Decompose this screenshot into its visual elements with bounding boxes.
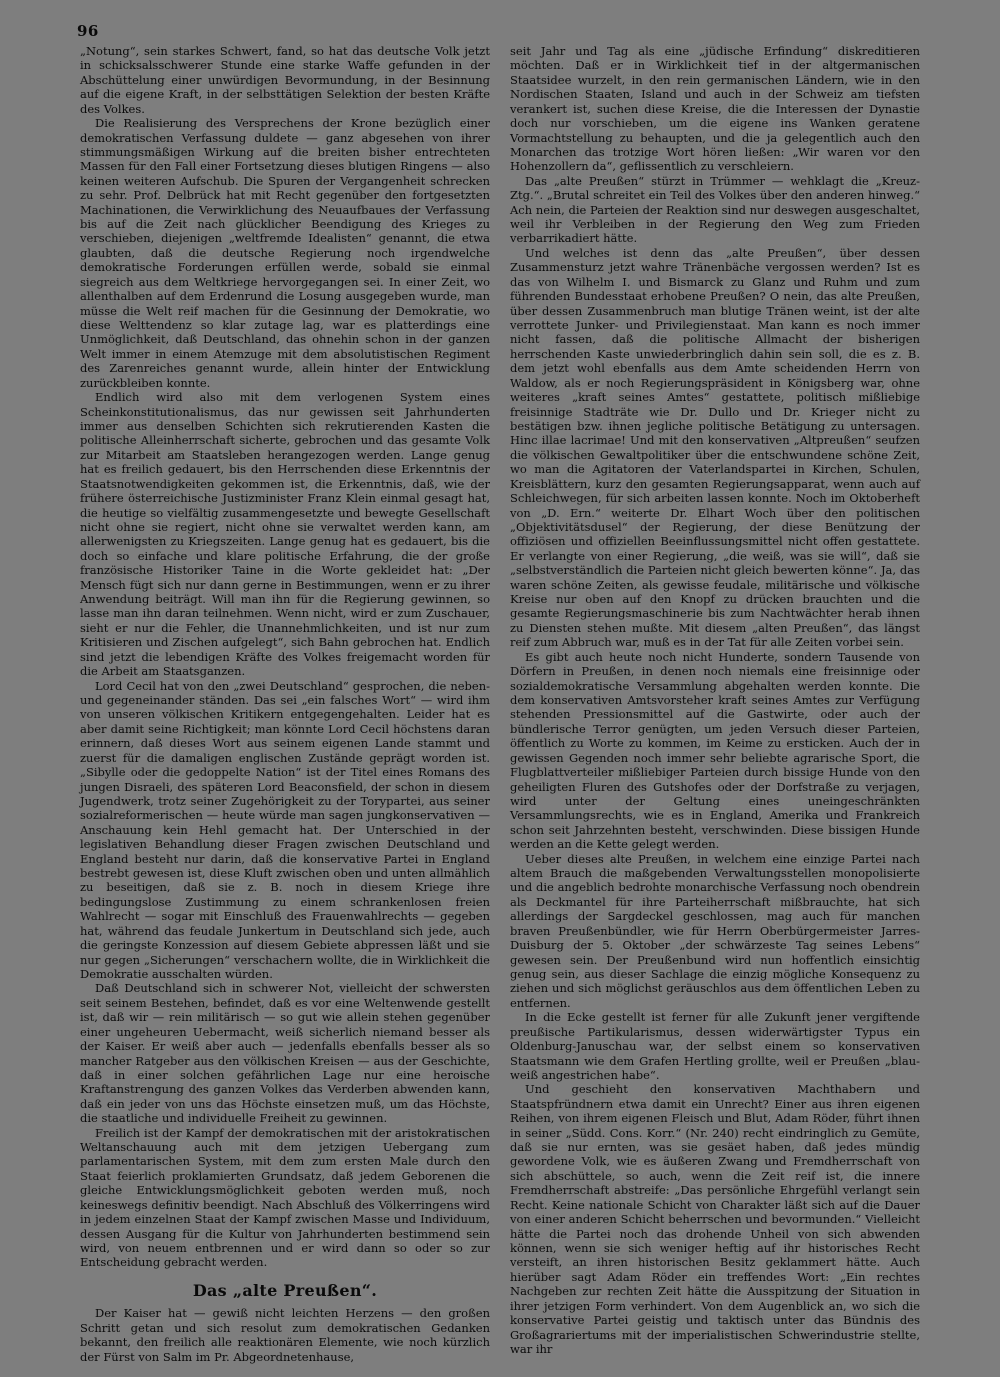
left-text-column	[80, 44, 490, 1364]
paragraph: Es gibt auch heute noch nicht Hunderte, sondern Tausende von Dörfern in Preußen, in denen noch niemals eine freisinnige oder sozialdemokratische Versammlung abgehalten werden konnte. Die dem konservativen Amtsvorsteher kraft seines Amtes zur Verfügung stehenden Pressionsmittel auf die Gastwirte, oder auch der bündlerische Terror genügten, um jeden Versuch dieser Parteien, öffentlich zu Worte zu kommen, im Keime zu ersticken. Auch der in gewissen Gegenden noch immer sehr beliebte agrarische Sport, die Flugblattverteiler mißliebiger Parteien durch bissige Hunde von den geheiligten Fluren des Gutshofes oder der Dorfstraße zu verjagen, wird unter der Geltung eines uneingeschränkten Versammlungsrechts, wie es in England, Amerika und Frankreich schon seit Jahrzehnten besteht, verschwinden. Diese bissigen Hunde werden an die Kette gelegt werden.	[510, 649, 920, 852]
paragraph: Ueber dieses alte Preußen, in welchem eine einzige Partei nach altem Brauch die maßgebenden Verwaltungsstellen monopolisierte und die angeblich bedrohte monarchische Verfassung noch obendrein als Deckmantel für ihre Parteiherrschaft mißbrauchte, hat sich allerdings der Sargdeckel geschlossen, mag auch für manchen braven Preußenbündler, wie für Herrn Oberbürgermeister Jarres-Duisburg der 5. Oktober „der schwärzeste Tag seines Lebens“ gewesen sein. Der Preußenbund wird nun hoffentlich einsichtig genug sein, aus dieser Sachlage die einzig mögliche Konsequenz zu ziehen und sich möglichst geräuschlos aus dem öffentlichen Leben zu entfernen.	[510, 851, 920, 1010]
paragraph: In die Ecke gestellt ist ferner für alle Zukunft jener vergiftende preußische Partikularismus, dessen widerwärtigster Typus ein Oldenburg-Januschau war, der selbst einem so konservativen Staatsmann wie dem Grafen Hertling grollte, weil er Preußen „blau-weiß angestrichen habe“.	[510, 1010, 920, 1082]
paragraph: Und geschieht den konservativen Machthabern und Staatspfründnern etwa damit ein Unrecht? Einer aus ihren eigenen Reihen, von ihrem eigenen Fleisch und Blut, Adam Röder, führt ihnen in seiner „Südd. Cons. Korr.“ (Nr. 240) recht eindringlich zu Gemüte, daß sie nur ernten, was sie gesäet haben, daß jedes mündig gewordene Volk, wie es äußeren Zwang und Fremdherrschaft von sich abschüttele, so auch, wenn die Zeit reif ist, die innere Fremdherrschaft abstreife: „Das persönliche Ehrgefühl verlangt sein Recht. Keine nationale Schicht von Charakter läßt sich auf die Dauer von einer anderen Schicht beherrschen und bevormunden.“ Vielleicht hätte die Partei noch das drohende Unheil von sich abwenden können, wenn sie sich weniger heftig auf ihr historisches Recht versteift, an ihren historischen Besitz geklammert hätte. Auch hierüber sagt Adam Röder ein treffendes Wort: „Ein rechtes Nachgeben zur rechten Zeit hätte die Ausspitzung der Situation in ihrer jetzigen Form verhindert. Von dem Augenblick an, wo sich die konservative Partei geistig und taktisch unter das Bündnis des Großagrariertums mit der imperialistischen Schwerindustrie stellte, war ihr	[510, 1082, 920, 1356]
paragraph: „Notung“, sein starkes Schwert, fand, so hat das deutsche Volk jetzt in schicksalsschwerer Stunde eine starke Waffe gefunden in der Abschüttelung einer unwürdigen Bevormundung, in der Besinnung auf die eigene Kraft, in der selbsttätigen Selektion der besten Kräfte des Volkes.	[80, 44, 490, 116]
page-number: 96	[77, 22, 99, 40]
section-heading: Das „alte Preußen“.	[192, 1280, 378, 1300]
right-text-column	[510, 44, 920, 1356]
paragraph: Endlich wird also mit dem verlogenen System eines Scheinkonstitutionalismus, das nur gewissen seit Jahrhunderten immer aus denselben Schichten sich rekrutierenden Kasten die politische Alleinherrschaft sicherte, gebrochen und das gesamte Volk zur Mitarbeit am Staatsleben herangezogen werden. Lange genug hat es freilich gedauert, bis den Herrschenden diese Erkenntnis der Staatsnotwendigkeiten gekommen ist, die Erkenntnis, daß, wie der frühere österreichische Justizminister Franz Klein einmal gesagt hat, die heutige so vielfältig zusammengesetzte und bewegte Gesellschaft nicht ohne sie regiert, nicht ohne sie verwaltet werden kann, am allerwenigsten zu Kriegszeiten. Lange genug hat es gedauert, bis die doch so einfache und klare politische Erfahrung, die der große französische Historiker Taine in die Worte gekleidet hat: „Der Mensch fügt sich nur dann gerne in Bestimmungen, wenn er zu ihrer Anwendung beiträgt. Will man ihn für die Regierung gewinnen, so lasse man ihn daran teilnehmen. Wenn nicht, wird er zum Zuschauer, sieht er nur die Fehler, die Unannehmlichkeiten, und ist nur zum Kritisieren und Zischen aufgelegt“, sich Bahn gebrochen hat. Endlich sind jetzt die lebendigen Kräfte des Volkes freigemacht worden für die Arbeit am Staatsganzen.	[80, 390, 490, 679]
paragraph: Das „alte Preußen“ stürzt in Trümmer — wehklagt die „Kreuz-Ztg.“. „Brutal schreitet ein Teil des Volkes über den anderen hinweg.“ Ach nein, die Parteien der Reaktion sind nur deswegen ausgeschaltet, weil ihr Verbleiben in der Regierung den Weg zum Frieden verbarrikadiert hätte.	[510, 173, 920, 246]
paragraph: Freilich ist der Kampf der demokratischen mit der aristokratischen Weltanschauung auch mit dem jetzigen Uebergang zum parlamentarischen System, mit dem zum ersten Male durch den Staat feierlich proklamierten Grundsatz, daß jedem Geborenen die gleiche Entwicklungsmöglichkeit geboten werden muß, noch keineswegs definitiv beendigt. Nach Abschluß des Völkerringens wird in jedem einzelnen Staat der Kampf zwischen Masse und Individuum, dessen Ausgang für die Kultur von Jahrhunderten bestimmend sein wird, von neuem entbrennen und er wird dann so oder so zur Entscheidung gebracht werden.	[80, 1125, 490, 1270]
paragraph: Und welches ist denn das „alte Preußen“, über dessen Zusammensturz jetzt wahre Tränenbäche vergossen werden? Ist es das von Wilhelm I. und Bismarck zu Glanz und Ruhm und zum führenden Bundesstaat erhobene Preußen? O nein, das alte Preußen, über dessen Zusammenbruch man blutige Tränen weint, ist der alte verrottete Junker- und Privilegienstaat. Man kann es noch immer nicht fassen, daß die politische Allmacht der bisherigen herrschenden Kaste unwiederbringlich dahin sein soll, die es z. B. dem jetzt wohl ebenfalls aus dem Amte scheidenden Herrn von Waldow, als er noch Regierungspräsident in Königsberg war, ohne weiteres „kraft seines Amtes“ gestattete, politisch mißliebige freisinnige Stadträte wie Dr. Dullo und Dr. Krieger nicht zu bestätigen bzw. ihnen jegliche politische Betätigung zu untersagen. Hinc illae lacrimae! Und mit den konservativen „Altpreußen“ seufzen die völkischen Gewaltpolitiker über die entschwundene schöne Zeit, wo man die Agitatoren der Vaterlandspartei in Kirchen, Schulen, Kreisblättern, kurz den gesamten Regierungsapparat, wenn auch auf Schleichwegen, für sich arbeiten lassen konnte. Noch im Oktoberheft von „D. Ern.“ weiterte Dr. Elhart Woch über den politischen „Objektivitätsdusel“ der Regierung, der diese Benützung der offiziösen und offiziellen Beeinflussungsmittel nicht offen gestattete. Er verlangte von einer Regierung, „die weiß, was sie will“, daß sie „selbstverständlich die Parteien nicht gleich bewerten könne“. Ja, das waren schöne Zeiten, als gewisse feudale, militärische und völkische Kreise nur oben auf den Knopf zu drücken brauchten und die gesamte Regierungsmaschinerie bis zum Nachtwächter herab ihnen zu Diensten stehen mußte. Mit diesem „alten Preußen“, das längst reif zum Abbruch war, muß es in der Tat für alle Zeiten vorbei sein.	[510, 245, 920, 650]
paragraph: Lord Cecil hat von den „zwei Deutschland“ gesprochen, die neben- und gegeneinander ständen. Das sei „ein falsches Wort“ — wird ihm von unseren völkischen Kritikern entgegengehalten. Leider hat es aber damit seine Richtigkeit; man könnte Lord Cecil höchstens daran erinnern, daß dieses Wort aus seinem eigenen Lande stammt und zuerst für die damaligen englischen Zustände geprägt worden ist. „Sibylle oder die gedoppelte Nation“ ist der Titel eines Romans des jungen Disraeli, des späteren Lord Beaconsfield, der schon in diesem Jugendwerk, trotz seiner Zugehörigkeit zu der Torypartei, aus seiner sozialreformerischen — heute würde man sagen jungkonservativen — Anschauung kein Hehl gemacht hat. Der Unterschied in der legislativen Behandlung dieser Fragen zwischen Deutschland und England besteht nur darin, daß die konservative Partei in England bestrebt gewesen ist, diese Kluft zwischen oben und unten allmählich zu beseitigen, daß sie z. B. noch in diesem Kriege ihre bedingungslose Zustimmung zu einem schrankenlosen freien Wahlrecht — sogar mit Einschluß des Frauenwahlrechts — gegeben hat, während das feudale Junkertum in Deutschland sich jede, auch die geringste Konzession auf diesem Gebiete abpressen läßt und sie nur gegen „Sicherungen“ verschachern wollte, die in Wirklichkeit die Demokratie ausschalten würden.	[80, 678, 490, 981]
paragraph: Der Kaiser hat — gewiß nicht leichten Herzens — den großen Schritt getan und sich resolut zum demokratischen Gedanken bekannt, den freilich alle reaktionären Elemente, wie noch kürzlich der Fürst von Salm im Pr. Abgeordnetenhause,	[80, 1306, 490, 1364]
paragraph: Die Realisierung des Versprechens der Krone bezüglich einer demokratischen Verfassung duldete — ganz abgesehen von ihrer stimmungsmäßigen Wirkung auf die breiten bisher entrechteten Massen für den Fall einer Fortsetzung dieses blutigen Ringens — also keinen weiteren Aufschub. Die Spuren der Vergangenheit schrecken zu sehr. Prof. Delbrück hat mit Recht gegenüber den fortgesetzten Machinationen, die Verwirklichung des Neuaufbaues der Verfassung bis auf die Zeit nach glücklicher Beendigung des Krieges zu verschieben, diejenigen „weltfremde Idealisten“ genannt, die etwa glaubten, daß die deutsche Regierung noch irgendwelche demokratische Forderungen erfüllen werde, sobald sie einmal siegreich aus dem Weltkriege hervorgegangen sei. In einer Zeit, wo allenthalben auf dem Erdenrund die Losung ausgegeben wurde, man müsse die Welt reif machen für die Gesinnung der Demokratie, wo diese Welttendenz so klar zutage lag, war es platterdings eine Unmöglichkeit, daß Deutschland, das ohnehin schon in der ganzen Welt immer in einem Atemzuge mit dem absolutistischen Regiment des Zarenreiches genannt wurde, allein hinter der Entwicklung zurückbleiben konnte.	[80, 116, 490, 390]
paragraph: seit Jahr und Tag als eine „jüdische Erfindung“ diskreditieren möchten. Daß er in Wirklichkeit tief in der altgermanischen Staatsidee wurzelt, in den rein germanischen Ländern, wie in den Nordischen Staaten, Island und auch in der Schweiz am tiefsten verankert ist, suchen diese Kreise, die die Interessen der Dynastie doch nur vorschieben, um die eigene ins Wanken geratene Vormachtstellung zu behaupten, und die ja gelegentlich auch den Monarchen das trotzige Wort hören ließen: „Wir waren vor den Hohenzollern da“, geflissentlich zu verschleiern.	[510, 44, 920, 174]
paragraph: Daß Deutschland sich in schwerer Not, vielleicht der schwersten seit seinem Bestehen, befindet, daß es vor eine Weltenwende gestellt ist, daß wir — rein militärisch — so gut wie allein stehen gegenüber einer ungeheuren Uebermacht, weiß sicherlich niemand besser als der Kaiser. Er weiß aber auch — jedenfalls ebenfalls besser als so mancher Ratgeber aus den völkischen Kreisen — aus der Geschichte, daß in einer solchen gefährlichen Lage nur eine heroische Kraftanstrengung des ganzen Volkes das Verderben abwenden kann, daß ein jeder von uns das Höchste einsetzen muß, um das Höchste, die staatliche und individuelle Freiheit zu gewinnen.	[80, 981, 490, 1126]
